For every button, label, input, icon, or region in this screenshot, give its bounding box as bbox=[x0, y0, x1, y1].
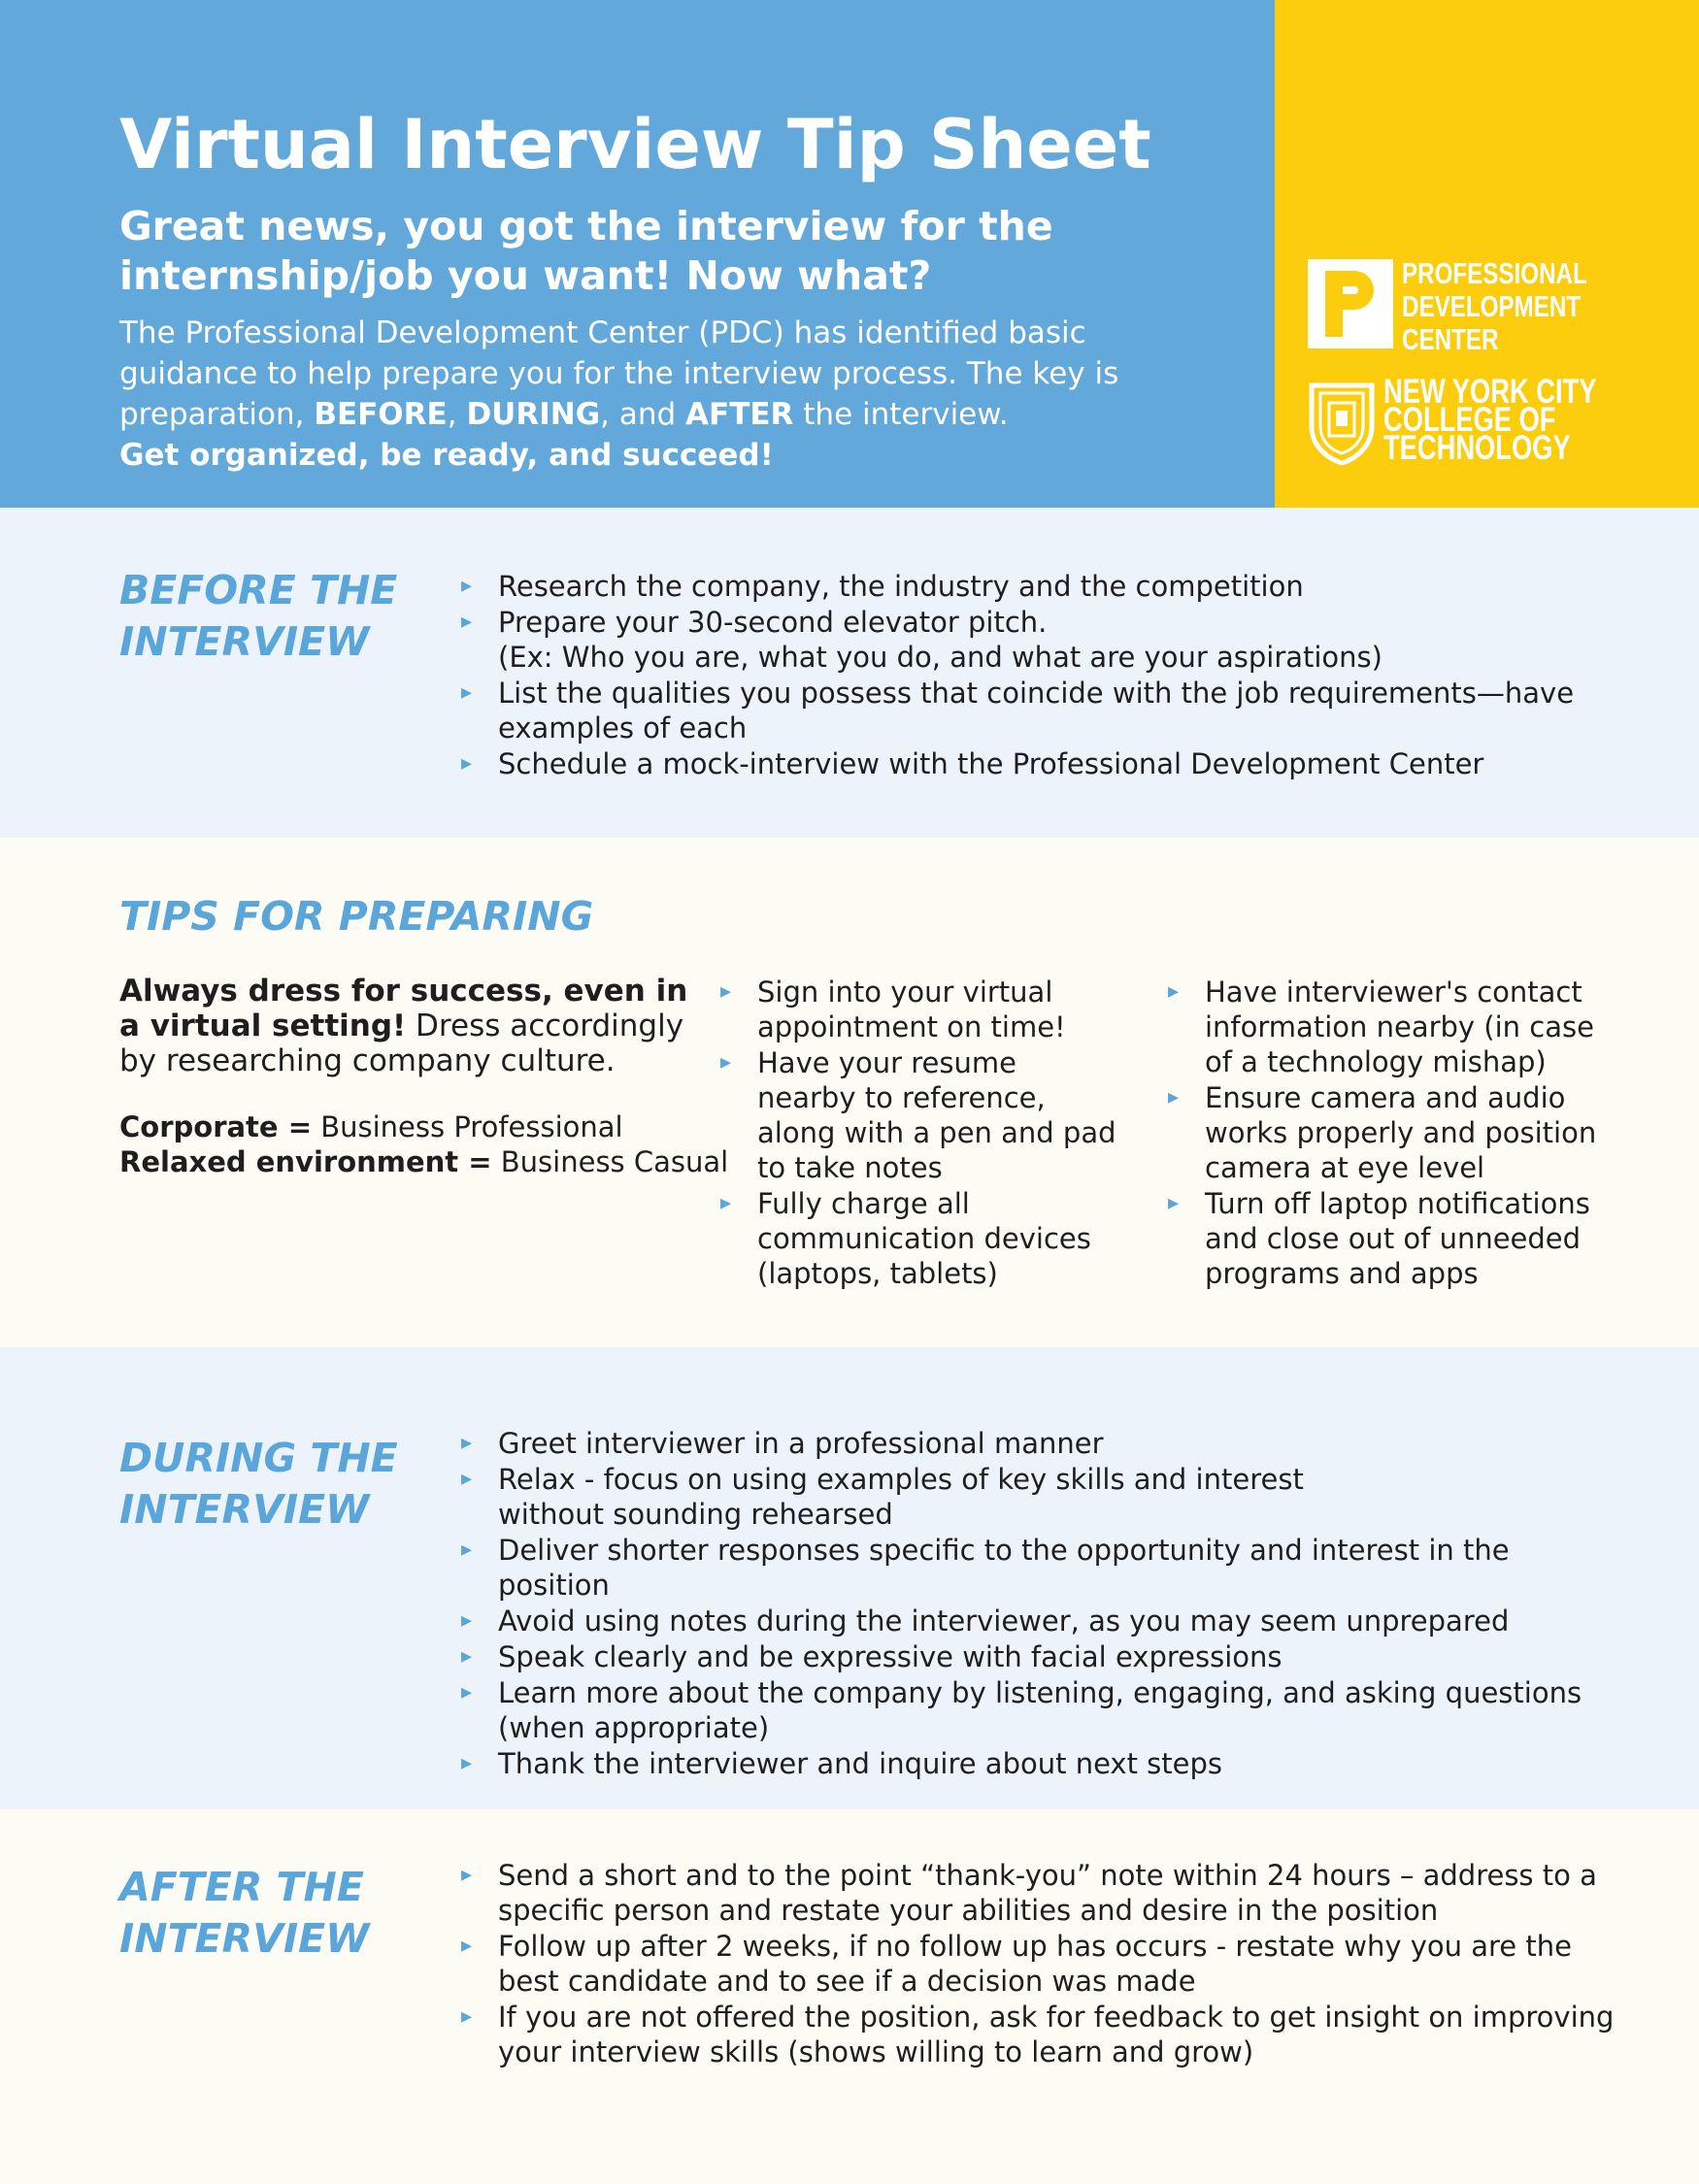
corporate-value: Business Professional bbox=[312, 1110, 623, 1143]
before-heading bbox=[119, 565, 397, 668]
preparing-heading: TIPS FOR PREPARING bbox=[119, 893, 594, 940]
preparing-tips-column-3 bbox=[1168, 975, 1605, 1292]
after-heading-line1: AFTER THE bbox=[119, 1864, 364, 1910]
after-interview-section bbox=[0, 1809, 1699, 2184]
pdc-wordmark-line: DEVELOPMENT bbox=[1402, 289, 1582, 323]
citytech-wordmark-line: TECHNOLOGY bbox=[1383, 429, 1571, 467]
list-item-text: List the qualities you possess that coincide with the job requirements—have examples of each bbox=[498, 677, 1575, 745]
list-item bbox=[461, 2000, 1626, 2069]
during-heading-line2: INTERVIEW bbox=[119, 1486, 370, 1533]
college-seal-icon bbox=[1308, 381, 1376, 465]
page-subtitle: Great news, you got the interview for the internship/job you want! Now what? bbox=[119, 203, 1053, 299]
list-item-text: Research the company, the industry and the competition bbox=[498, 570, 1304, 603]
during-interview-section bbox=[0, 1347, 1699, 1809]
intro-sep-2: , and bbox=[600, 397, 686, 432]
pdc-wordmark-line: PROFESSIONAL bbox=[1402, 256, 1587, 290]
pdc-logo-bowl bbox=[1343, 271, 1374, 310]
during-heading-line1: DURING THE bbox=[119, 1435, 398, 1481]
list-item-text: Relax - focus on using examples of key skills and interest without sounding rehearsed bbox=[498, 1463, 1304, 1531]
list-item bbox=[461, 1462, 1323, 1532]
before-heading-line2: INTERVIEW bbox=[119, 618, 370, 665]
list-item bbox=[461, 676, 1626, 745]
page-title: Virtual Interview Tip Sheet bbox=[119, 105, 1151, 184]
list-item bbox=[461, 746, 1626, 781]
dress-guidance bbox=[119, 974, 692, 1078]
list-item bbox=[461, 1858, 1626, 1928]
list-item bbox=[1168, 1186, 1605, 1291]
after-tips-list bbox=[461, 1858, 1626, 2070]
pdc-wordmark bbox=[1402, 256, 1587, 356]
list-item-text: Deliver shorter responses specific to the opportunity and interest in the position bbox=[498, 1534, 1510, 1602]
list-item-text: Fully charge all communication devices (laptops, tablets) bbox=[757, 1187, 1091, 1290]
intro-after: AFTER bbox=[685, 397, 794, 432]
citytech-wordmark bbox=[1383, 373, 1611, 467]
list-item bbox=[461, 1639, 1626, 1674]
list-item bbox=[720, 1045, 1118, 1185]
after-heading bbox=[119, 1862, 369, 1965]
list-item-text: If you are not offered the position, ask for feedback to get insight on improving your interview skills (shows willing to learn and grow) bbox=[498, 2001, 1615, 2068]
before-heading-line1: BEFORE THE bbox=[119, 567, 398, 613]
list-item-text: Sign into your virtual appointment on time! bbox=[757, 976, 1066, 1043]
relaxed-value: Business Casual bbox=[491, 1145, 729, 1178]
preparing-tips-column-2 bbox=[720, 975, 1118, 1292]
header-banner bbox=[0, 0, 1275, 508]
list-item bbox=[1168, 1080, 1605, 1185]
list-item-text: Send a short and to the point “thank-you” note within 24 hours – address to a specific person and restate your abilities and desire in the position bbox=[498, 1859, 1597, 1927]
after-heading-line2: INTERVIEW bbox=[119, 1915, 370, 1962]
corporate-dress-line bbox=[119, 1109, 623, 1144]
list-item bbox=[461, 1675, 1626, 1745]
corporate-label: Corporate = bbox=[119, 1110, 312, 1143]
list-item-text: Avoid using notes during the interviewer, as you may seem unprepared bbox=[498, 1605, 1510, 1638]
during-heading bbox=[119, 1433, 398, 1536]
intro-text-2: the interview. bbox=[793, 397, 1009, 432]
list-item-text: Schedule a mock-interview with the Professional Development Center bbox=[498, 747, 1484, 780]
intro-callout: Get organized, be ready, and succeed! bbox=[119, 438, 774, 473]
list-item bbox=[461, 605, 1626, 675]
before-interview-section bbox=[0, 508, 1699, 838]
dress-guidance-strong: Always dress for success, even in a virtual setting! bbox=[119, 974, 688, 1043]
list-item bbox=[461, 1746, 1626, 1781]
list-item bbox=[461, 1533, 1626, 1603]
intro-before: BEFORE bbox=[314, 397, 448, 432]
citytech-wordmark-line: NEW YORK CITY bbox=[1383, 373, 1597, 411]
intro-text-1: The Professional Development Center (PDC) has identified basic guidance to help prepare you for the interview process. The key is preparation, bbox=[119, 315, 1119, 432]
pdc-logo-stem bbox=[1325, 271, 1343, 337]
list-item-text: Turn off laptop notifications and close out of unneeded programs and apps bbox=[1205, 1187, 1590, 1290]
before-tips-list bbox=[461, 569, 1626, 782]
during-tips-list bbox=[461, 1426, 1626, 1782]
list-item bbox=[1168, 975, 1605, 1079]
pitch-example-text: (Ex: Who you are, what you do, and what are your aspirations) bbox=[498, 641, 1383, 674]
list-item bbox=[720, 975, 1118, 1044]
list-item bbox=[461, 1929, 1626, 1999]
citytech-wordmark-line: COLLEGE OF bbox=[1383, 401, 1556, 439]
dress-guidance-rest: Dress accordingly by researching company culture. bbox=[119, 1009, 684, 1078]
list-item-text: Thank the interviewer and inquire about next steps bbox=[498, 1747, 1222, 1780]
list-item-text: Follow up after 2 weeks, if no follow up has occurs - restate why you are the best candidate and to see if a decision was made bbox=[498, 1930, 1572, 1998]
relaxed-label: Relaxed environment = bbox=[119, 1145, 492, 1178]
list-item-text: Learn more about the company by listening, engaging, and asking questions (when appropriate) bbox=[498, 1676, 1582, 1744]
list-item-text: Have interviewer's contact information nearby (in case of a technology mishap) bbox=[1205, 976, 1594, 1078]
list-item bbox=[461, 1604, 1626, 1638]
list-item-text: Speak clearly and be expressive with facial expressions bbox=[498, 1640, 1283, 1673]
list-item-text: Have your resume nearby to reference, along with a pen and pad to take notes bbox=[757, 1046, 1116, 1184]
list-item-text: Greet interviewer in a professional manner bbox=[498, 1427, 1104, 1460]
relaxed-dress-line bbox=[119, 1144, 728, 1179]
pdc-logo-icon bbox=[1308, 259, 1393, 348]
list-item bbox=[720, 1186, 1118, 1291]
intro-during: DURING bbox=[466, 397, 601, 432]
list-item-text: Prepare your 30-second elevator pitch. bbox=[498, 606, 1048, 639]
list-item bbox=[461, 569, 1626, 604]
list-item-text: Ensure camera and audio works properly and position camera at eye level bbox=[1205, 1081, 1597, 1184]
intro-sep-1: , bbox=[447, 397, 467, 432]
pdc-wordmark-line: CENTER bbox=[1402, 322, 1499, 356]
intro-paragraph bbox=[119, 313, 1226, 435]
list-item bbox=[461, 1426, 1626, 1461]
